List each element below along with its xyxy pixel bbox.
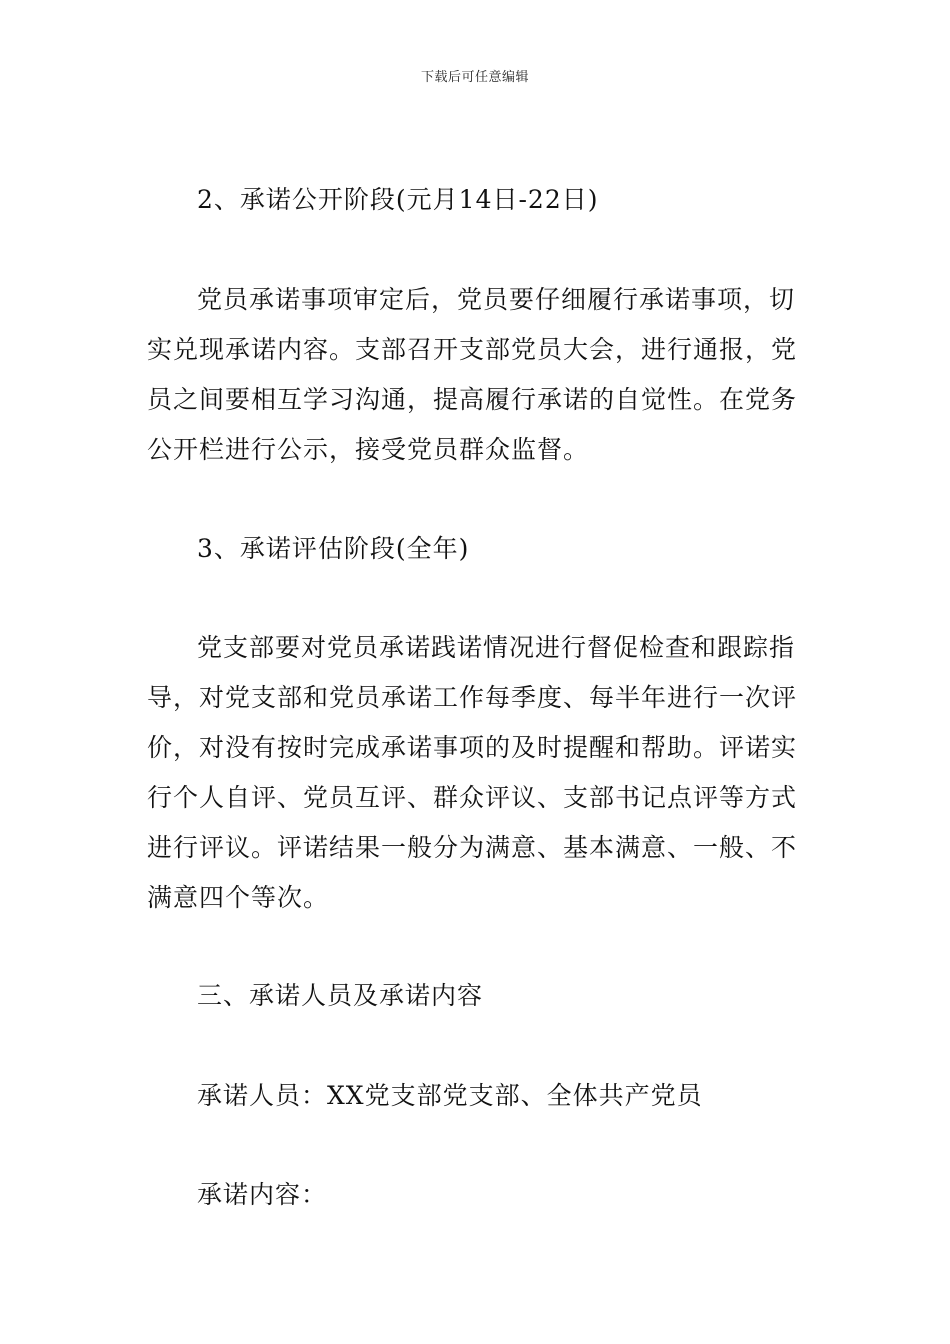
paragraph-line: 价，对没有按时完成承诺事项的及时提醒和帮助。评诺实 [147, 733, 798, 762]
stage2-paragraph [147, 275, 812, 475]
paragraph-line: 党支部要对党员承诺践诺情况进行督促检查和跟踪指 [197, 633, 796, 662]
personnel-line: 承诺人员：XX党支部党支部、全体共产党员 [197, 1081, 703, 1110]
paragraph-line: 行个人自评、党员互评、群众评议、支部书记点评等方式 [147, 783, 798, 812]
stage3-paragraph [147, 623, 812, 923]
page-header-note: 下载后可任意编辑 [420, 70, 529, 85]
paragraph-line: 员之间要相互学习沟通，提高履行承诺的自觉性。在党务 [147, 385, 798, 414]
part3-heading: 三、承诺人员及承诺内容 [197, 981, 484, 1010]
paragraph-line: 进行评议。评诺结果一般分为满意、基本满意、一般、不 [147, 833, 798, 862]
paragraph-line: 实兑现承诺内容。支部召开支部党员大会，进行通报，党 [147, 335, 798, 364]
content-line: 承诺内容： [197, 1180, 328, 1209]
paragraph-line: 导，对党支部和党员承诺工作每季度、每半年进行一次评 [147, 683, 798, 712]
stage2-heading: 2、承诺公开阶段(元月14日-22日) [197, 185, 599, 214]
paragraph-line: 党员承诺事项审定后，党员要仔细履行承诺事项，切 [197, 285, 796, 314]
paragraph-line: 公开栏进行公示，接受党员群众监督。 [147, 435, 590, 464]
stage3-heading: 3、承诺评估阶段(全年) [197, 534, 470, 563]
paragraph-line: 满意四个等次。 [147, 883, 330, 912]
